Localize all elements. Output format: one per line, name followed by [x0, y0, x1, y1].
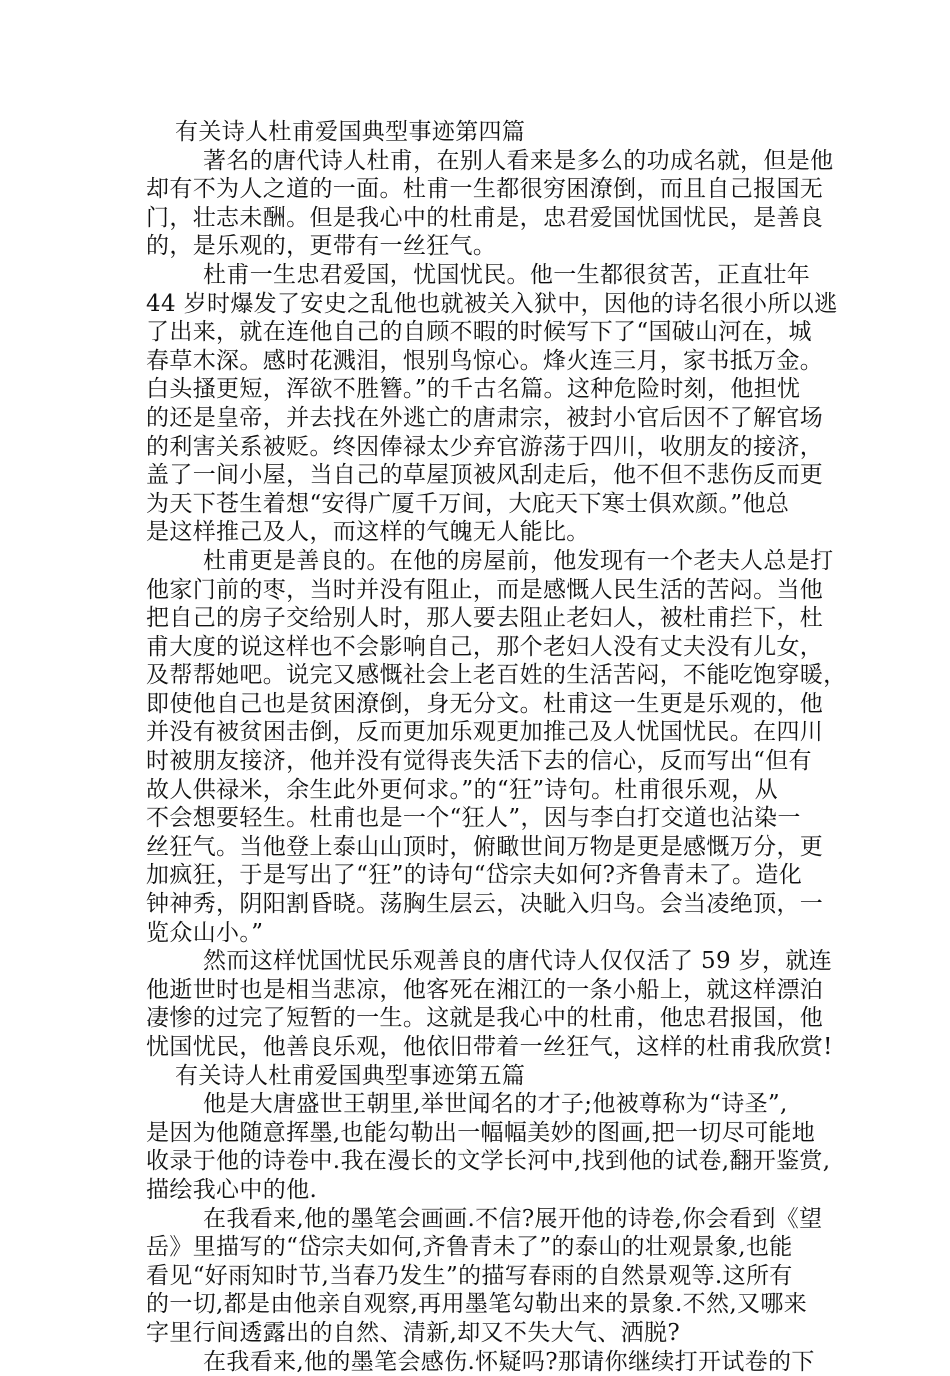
- text-line: 丝狂气。当他登上泰山山顶时，俯瞰世间万物是更是感慨万分，更: [146, 833, 824, 860]
- text-line: 凄惨的过完了短暂的一生。这就是我心中的杜甫，他忠君报国，他: [146, 1005, 824, 1032]
- text-line: 了出来，就在连他自己的自顾不暇的时候写下了“国破山河在，城: [146, 319, 812, 346]
- text-line: 忧国忧民，他善良乐观，他依旧带着一丝狂气，这样的杜甫我欣赏!: [146, 1034, 833, 1060]
- text-line: 却有不为人之道的一面。杜甫一生都很穷困潦倒，而且自己报国无: [146, 176, 824, 203]
- text-line: 览众山小。”: [146, 919, 264, 946]
- text-line: 杜甫更是善良的。在他的房屋前，他发现有一个老夫人总是打: [203, 547, 834, 574]
- text-line: 并没有被贫困击倒，反而更加乐观更加推己及人忧国忧民。在四川: [146, 719, 824, 746]
- section-heading: 有关诗人杜甫爱国典型事迹第四篇: [175, 119, 526, 145]
- text-line: 他是大唐盛世王朝里,举世闻名的才子;他被尊称为“诗圣”,: [203, 1091, 788, 1118]
- text-line: 为天下苍生着想“安得广厦千万间，大庇天下寒士俱欢颜。”他总: [146, 490, 790, 517]
- text-line: 甫大度的说这样也不会影响自己，那个老妇人没有丈夫没有儿女，: [146, 633, 824, 660]
- document-body: [146, 118, 847, 1376]
- text-line: 的利害关系被贬。终因俸禄太少弃官游荡于四川，收朋友的接济，: [146, 433, 824, 460]
- text-line: 故人供禄米，余生此外更何求。”的“狂”诗句。杜甫很乐观，从: [146, 776, 778, 803]
- text-line: 是这样推己及人，而这样的气魄无人能比。: [146, 519, 590, 546]
- text-line: 描绘我心中的他.: [146, 1176, 318, 1203]
- section-heading: 有关诗人杜甫爱国典型事迹第五篇: [175, 1062, 526, 1089]
- text-line: 收录于他的诗卷中.我在漫长的文学长河中,找到他的试卷,翻开鉴赏,: [146, 1148, 831, 1175]
- text-line: 盖了一间小屋，当自己的草屋顶被风刮走后，他不但不悲伤反而更: [146, 462, 824, 489]
- text-line: 岳》里描写的“岱宗夫如何,齐鲁青未了”的泰山的壮观景象,也能: [146, 1234, 793, 1261]
- text-line: 在我看来,他的墨笔会感伤.怀疑吗?那请你继续打开试卷的下: [203, 1348, 815, 1375]
- text-line: 的，是乐观的，更带有一丝狂气。: [146, 233, 497, 260]
- text-line: 时被朋友接济，他并没有觉得丧失活下去的信心，反而写出“但有: [146, 748, 812, 775]
- text-line: 看见“好雨知时节,当春乃发生”的描写春雨的自然景观等.这所有: [146, 1262, 793, 1289]
- text-line: 然而这样忧国忧民乐观善良的唐代诗人仅仅活了 59 岁，就连: [203, 948, 833, 975]
- text-line: 44 岁时爆发了安史之乱他也就被关入狱中，因他的诗名很小所以逃: [146, 290, 838, 317]
- text-line: 及帮帮她吧。说完又感慨社会上老百姓的生活苦闷，不能吃饱穿暖，: [146, 662, 847, 689]
- text-line: 春草木深。感时花溅泪，恨别鸟惊心。烽火连三月，家书抵万金。: [146, 347, 824, 374]
- text-line: 字里行间透露出的自然、清新,却又不失大气、洒脱?: [146, 1319, 681, 1346]
- text-line: 不会想要轻生。杜甫也是一个“狂人”，因与李白打交道也沾染一: [146, 805, 801, 832]
- text-line: 的一切,都是由他亲自观察,再用墨笔勾勒出来的景象.不然,又哪来: [146, 1291, 808, 1318]
- text-line: 把自己的房子交给别人时，那人要去阻止老妇人，被杜甫拦下，杜: [146, 605, 824, 632]
- text-line: 杜甫一生忠君爱国，忧国忧民。他一生都很贫苦，正直壮年: [203, 261, 811, 288]
- text-line: 是因为他随意挥墨,也能勾勒出一幅幅美妙的图画,把一切尽可能地: [146, 1119, 816, 1146]
- text-line: 加疯狂，于是写出了“狂”的诗句“岱宗夫如何?齐鲁青未了。造化: [146, 862, 803, 889]
- text-line: 在我看来,他的墨笔会画画.不信?展开他的诗卷,你会看到《望: [203, 1205, 823, 1232]
- text-line: 的还是皇帝，并去找在外逃亡的唐肃宗，被封小官后因不了解官场: [146, 404, 824, 431]
- text-line: 白头搔更短，浑欲不胜簪。”的千古名篇。这种危险时刻，他担忧: [146, 376, 801, 403]
- text-line: 即使他自己也是贫困潦倒，身无分文。杜甫这一生更是乐观的，他: [146, 690, 824, 717]
- text-line: 门，壮志未酬。但是我心中的杜甫是，忠君爱国忧国忧民，是善良: [146, 204, 824, 231]
- text-line: 他逝世时也是相当悲凉，他客死在湘江的一条小船上，就这样漂泊: [146, 976, 824, 1003]
- text-line: 著名的唐代诗人杜甫，在别人看来是多么的功成名就，但是他: [203, 147, 834, 174]
- text-line: 他家门前的枣，当时并没有阻止，而是感慨人民生活的苦闷。当他: [146, 576, 824, 603]
- text-line: 钟神秀，阴阳割昏晓。荡胸生层云，决眦入归鸟。会当凌绝顶，一: [146, 891, 824, 918]
